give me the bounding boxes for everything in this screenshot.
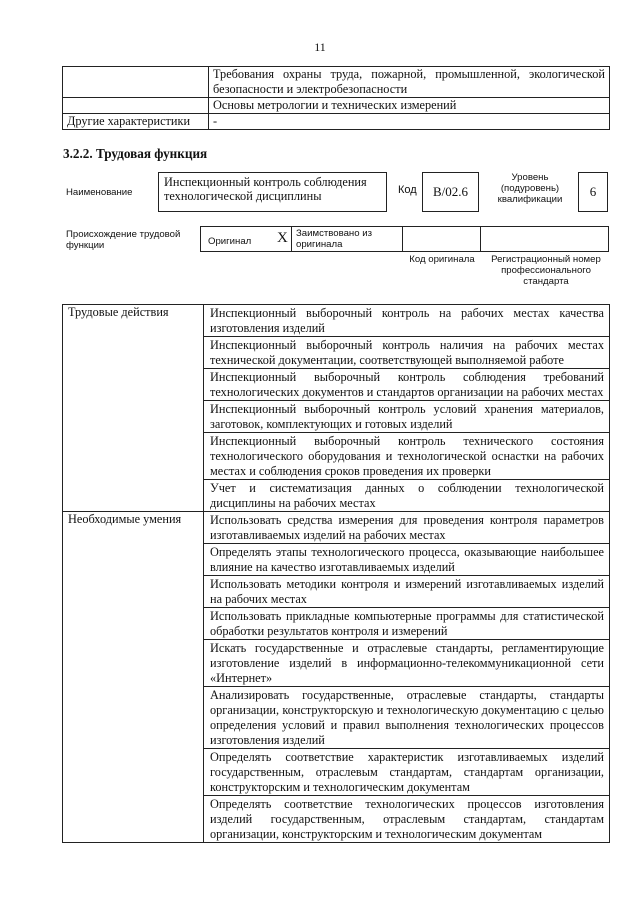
main-table	[62, 304, 610, 843]
list-item: Анализировать государственные, отраслевые стандарты, стандарты организации, конструкторскую и технологическую документацию с целью определения условий и правил выполнения технологических процессов изготовления изделий	[204, 687, 610, 749]
kod-label: Код	[398, 184, 417, 196]
original-label: Оригинал	[208, 236, 252, 247]
zaimstvovano-cell	[291, 226, 403, 252]
original-mark: X	[277, 230, 288, 246]
list-item: Использовать средства измерения для проведения контроля параметров изготавливаемых изделий на рабочих местах	[204, 512, 610, 544]
section-title: 3.2.2. Трудовая функция	[63, 146, 208, 161]
list-item: Определять соответствие характеристик изготавливаемых изделий государственным, отраслевым стандартам, стандартам организации, конструкторским и технологическим документам	[204, 749, 610, 796]
naimenovanie-value: Инспекционный контроль соблюдения технологической дисциплины	[158, 172, 387, 212]
uroven-label: Уровень (подуровень) квалификации	[497, 172, 563, 205]
table-row	[63, 305, 610, 337]
trudovye-deystviya-label: Трудовые действия	[63, 305, 204, 512]
list-item: Инспекционный выборочный контроль условий хранения материалов, заготовок, комплектующих и готовых изделий	[204, 401, 610, 433]
table-row	[63, 114, 610, 130]
list-item: Инспекционный выборочный контроль технического состояния технологического оборудования и технологической оснастки на рабочих местах и соблюдения сроков проведения их проверки	[204, 433, 610, 480]
page-number: 11	[314, 40, 326, 54]
table-cell: Требования охраны труда, пожарной, промышленной, экологической безопасности и электробезопасности	[209, 67, 610, 98]
kod-originala-label: Код оригинала	[409, 254, 475, 265]
table-row	[63, 98, 610, 114]
naimenovanie-label: Наименование	[66, 187, 133, 198]
list-item: Инспекционный выборочный контроль наличия на рабочих местах технической документации, соответствующей выполняемой работе	[204, 337, 610, 369]
list-item: Учет и систематизация данных о соблюдении технологической дисциплины на рабочих местах	[204, 480, 610, 512]
original-cell	[200, 226, 292, 252]
reg-nomer-cell	[480, 226, 609, 252]
list-item: Использовать прикладные компьютерные программы для статистической обработки результатов контроля и измерений	[204, 608, 610, 640]
table-cell	[63, 67, 209, 98]
table-row	[63, 67, 610, 98]
list-item: Инспекционный выборочный контроль на рабочих местах качества изготовления изделий	[204, 305, 610, 337]
table-cell	[63, 98, 209, 114]
uroven-value: 6	[578, 172, 608, 212]
zaimstvovano-label: Заимствовано из оригинала	[296, 228, 372, 250]
table-cell: -	[209, 114, 610, 130]
table-row	[63, 512, 610, 544]
kod-value: B/02.6	[422, 172, 479, 212]
kod-originala-cell	[402, 226, 481, 252]
list-item: Определять этапы технологического процесса, оказывающие наибольшее влияние на качество изготавливаемых изделий	[204, 544, 610, 576]
top-table	[62, 66, 610, 130]
list-item: Использовать методики контроля и измерений изготавливаемых изделий на рабочих местах	[204, 576, 610, 608]
neobhodimye-umeniya-label: Необходимые умения	[63, 512, 204, 843]
list-item: Определять соответствие технологических процессов изготовления изделий государственным, отраслевым стандартам, стандартам организации, конструкторским и технологическим документам	[204, 796, 610, 843]
table-cell: Другие характеристики	[63, 114, 209, 130]
list-item: Искать государственные и отраслевые стандарты, регламентирующие изготовление изделий в информационно-телекоммуникационной сети «Интернет»	[204, 640, 610, 687]
reg-nomer-label: Регистрационный номер профессионального стандарта	[491, 254, 601, 287]
table-cell: Основы метрологии и технических измерений	[209, 98, 610, 114]
proishozhdenie-label: Происхождение трудовой функции	[66, 229, 181, 251]
list-item: Инспекционный выборочный контроль соблюдения требований технологических документов и стандартов организации на рабочих местах	[204, 369, 610, 401]
